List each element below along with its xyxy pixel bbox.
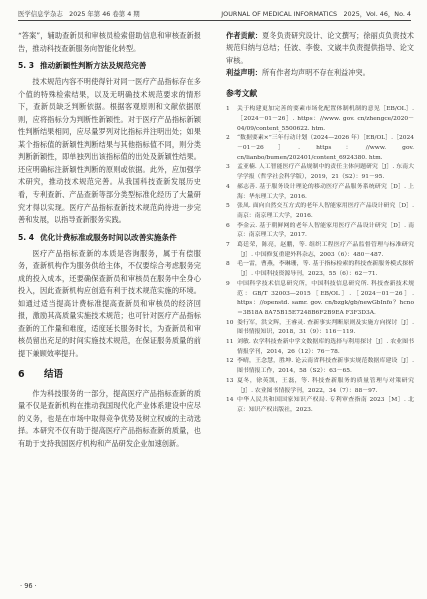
ref-text: 娄行军，洪文辉，王睿灵. 查新事实判断原则及实施方向探讨［J］. 图书情报知识，2018，31（9）：116－119. xyxy=(237,319,414,336)
reference-item xyxy=(226,163,414,182)
ref-text: 李金云. 基于朝鲜网的老年人智能家用医疗产品设计研究［D］. 南京：南京理工大学，2017. xyxy=(237,222,414,239)
ref-text: 中国科学技术信息研究所，中国科技信息研究所. 科技查新技术规范：GB/T 32003—2015［EB/OL］.［2024－01－26］. https：//openstd. samr. gov. cn/bzgk/gb/newGbInfo？hcno＝3B18A 8A75B15E7248B6F2B9EA F3F3D3A. xyxy=(237,280,414,316)
ref-text: 刘敏. 农学科技查新中学文数据库的选择与利用探讨［J］. 农业图书情报学刊，2014，26（12）：76－78. xyxy=(237,339,414,355)
section-title: 结语 xyxy=(44,368,64,380)
section-title: 推动新颖性判断方法及规范完善 xyxy=(40,61,147,71)
ref-number: 14 xyxy=(226,397,234,404)
ref-text: 李晴，王念慧，胜坤. 论云南省科技查新事实规范数据库建设［J］. 图书情报工作，2014，58（S2）：63－65. xyxy=(237,358,414,375)
ref-number: 4 xyxy=(226,183,230,190)
ref-number: 1 xyxy=(226,106,230,113)
ref-text: 葛廷荣，陈亮，赵鹏，等. 组织工程医疗产品监督管理与标准研究［J］. 中国修复重建外科杂志，2003（6）：480－487. xyxy=(237,242,414,258)
ref-text: 关于构建更加完善的要素市场化配置体制机制的意见［EB/OL］.［2024－01－26］. https：//www. gov. cn/zhengce/2020－04/09/content_5500622. htm. xyxy=(237,106,414,132)
ref-number: 8 xyxy=(226,261,230,268)
ref-number: 7 xyxy=(226,242,230,249)
ref-number: 13 xyxy=(226,377,234,384)
reference-item xyxy=(226,280,414,319)
reference-item xyxy=(226,241,414,260)
author-contribution xyxy=(226,30,414,67)
section-number: 6 xyxy=(18,368,25,380)
ref-text: 中华人民共和国国家知识产权局. 专利审查指南 2023［M］. 北京：知识产权出版社，2023. xyxy=(237,397,414,413)
ref-text: “数据要素×”三年行动计划（2024—2026 年）［EB/OL］.［2024－01－26］. https：//www. gov. cn/lianbo/bumen/202401/content_6924380. htm. xyxy=(237,135,414,161)
reference-item xyxy=(226,377,414,396)
contribution-label: 作者贡献： xyxy=(226,31,263,40)
section-5-3-paragraph: 技术规范内容不明使得针对同一医疗产品指标存在多个值的特殊检索结果，以及无明确技术规范要求的情形下，查新员缺乏判断依据。根据客观原则和文献依据原则，应将指标分为判断性新颖性。对于医疗产品指标新颖性判断结果相同，应尽量罗列对比指标并注明出处；如果某个指标值的新颖性判断结果与其他指标值不同，则分类判断新颖性，即单独列出该指标值的出处及新颖性结果。还应明确标注新颖性判断的原则或依据。此外，应加强学术研究，推动技术规范完善。从我国科技查新发展历史看，专利查新、产品查新等部分类型标准化经历了大量研究才得以实现。医疗产品指标查新技术规范尚待进一步完善和发展，以指导查新服务实践。 xyxy=(18,77,201,225)
section-5-3-heading xyxy=(18,60,201,72)
reference-item xyxy=(226,134,414,163)
reference-item xyxy=(226,202,414,221)
section-number: 5. 3 xyxy=(18,61,35,71)
ref-number: 11 xyxy=(226,339,234,346)
conflict-text: 所有作者均声明不存在利益冲突。 xyxy=(261,67,370,77)
header-rule xyxy=(18,20,411,21)
journal-header-cn: 医学信息学杂志 2025 年第 46 卷第 4 期 xyxy=(18,9,140,18)
ref-number: 10 xyxy=(226,319,234,326)
ref-text: 张凤. 面向自然交互方式的老年人智能家用医疗产品设计研究［D］. 南京：南京理工大学，2016. xyxy=(237,203,414,219)
ref-text: 郝志善. 基于服务设计理论的移动医疗产品服务系统研究［D］. 上海：华东理工大学，2016. xyxy=(237,183,414,200)
running-header xyxy=(18,7,411,19)
ref-number: 2 xyxy=(226,135,230,142)
reference-item xyxy=(226,105,414,134)
journal-header-en: JOURNAL OF MEDICAL INFORMATICS 2025，Vol. 46，No. 4 xyxy=(221,9,411,18)
ref-number: 3 xyxy=(226,164,230,171)
section-5-4-paragraph: 医疗产品指标查新的本质是咨询服务，属于有偿服务，查新机构作为服务供给主体，不仅要综合考虑服务完成的投入成本，还要确保查新员和审核员在服务中全身心投入，因此查新机构应创造有利于技术规范实施的环境。如通过适当提高计费标准提高查新员和审核员的经济回报，激励其高质量实施技术规范；也可针对医疗产品指标查新的工作量和难度，适度延长服务时长，为查新员和审核员留出充足的时间实施技术规范，在保证服务质量的前提下兼顾效率提升。 xyxy=(18,248,201,359)
ref-number: 5 xyxy=(226,203,230,210)
reference-item xyxy=(226,260,414,279)
intro-paragraph: “答案”，辅助查新员和审核员检索借助信息和审核查新报告，推动科技查新服务向智能化转型。 xyxy=(18,31,201,53)
page-number: · 96 · xyxy=(20,582,37,590)
ref-text: 夏冬，徐英凯，王磊，等. 科技查新服务的质量管理与对策研究［J］. 农业图书情报学刊，2022，34（7）：88－97. xyxy=(237,377,414,394)
reference-item xyxy=(226,319,414,338)
ref-text: 毛一雷，曹燕，李琳珊，等. 基于指标检索的科技查新服务模式探析［J］. 中国科技资源导刊，2023，55（6）：62－71. xyxy=(237,261,414,278)
conflict-statement xyxy=(226,67,414,79)
reference-item xyxy=(226,357,414,376)
reference-item xyxy=(226,183,414,202)
ref-number: 12 xyxy=(226,358,234,365)
section-number: 5. 4 xyxy=(18,232,35,242)
references-heading: 参考文献 xyxy=(226,89,258,99)
right-column xyxy=(226,30,414,416)
section-5-4-heading xyxy=(18,232,201,244)
conclusion-paragraph: 作为科技服务的一部分，提高医疗产品指标查新的质量不仅是查新机构在推动我国现代化产业体系建设中应尽的义务，也是在市场中取得竞争优势及树立权威的主动选择。本研究不仅有助于提高医疗产品指标查新的质量，也有助于支持我国医疗机构和产品研发企业加速创新。 xyxy=(18,388,201,448)
reference-item xyxy=(226,222,414,241)
contribution-text: 夏冬负责研究设计、论文撰写；徐丽贞负责技术规范归纳与总结；任波、李俊、文崴丰负责提供指导、论文审核。 xyxy=(226,31,414,65)
ref-number: 6 xyxy=(226,222,230,229)
section-title: 优化计费标准或服务时间以改善实施条件 xyxy=(40,232,177,242)
section-6-heading xyxy=(18,368,201,382)
ref-text: 孟亚楠. 人工智能医疗产品规制中的责任主体问题研究［J］. 东南大学学报（哲学社会科学版），2019，21（S2）：91－95. xyxy=(237,164,414,181)
conflict-label: 利益声明： xyxy=(226,67,262,77)
reference-item xyxy=(226,338,414,357)
left-column xyxy=(18,30,201,450)
ref-number: 9 xyxy=(226,280,230,287)
reference-item xyxy=(226,396,414,415)
